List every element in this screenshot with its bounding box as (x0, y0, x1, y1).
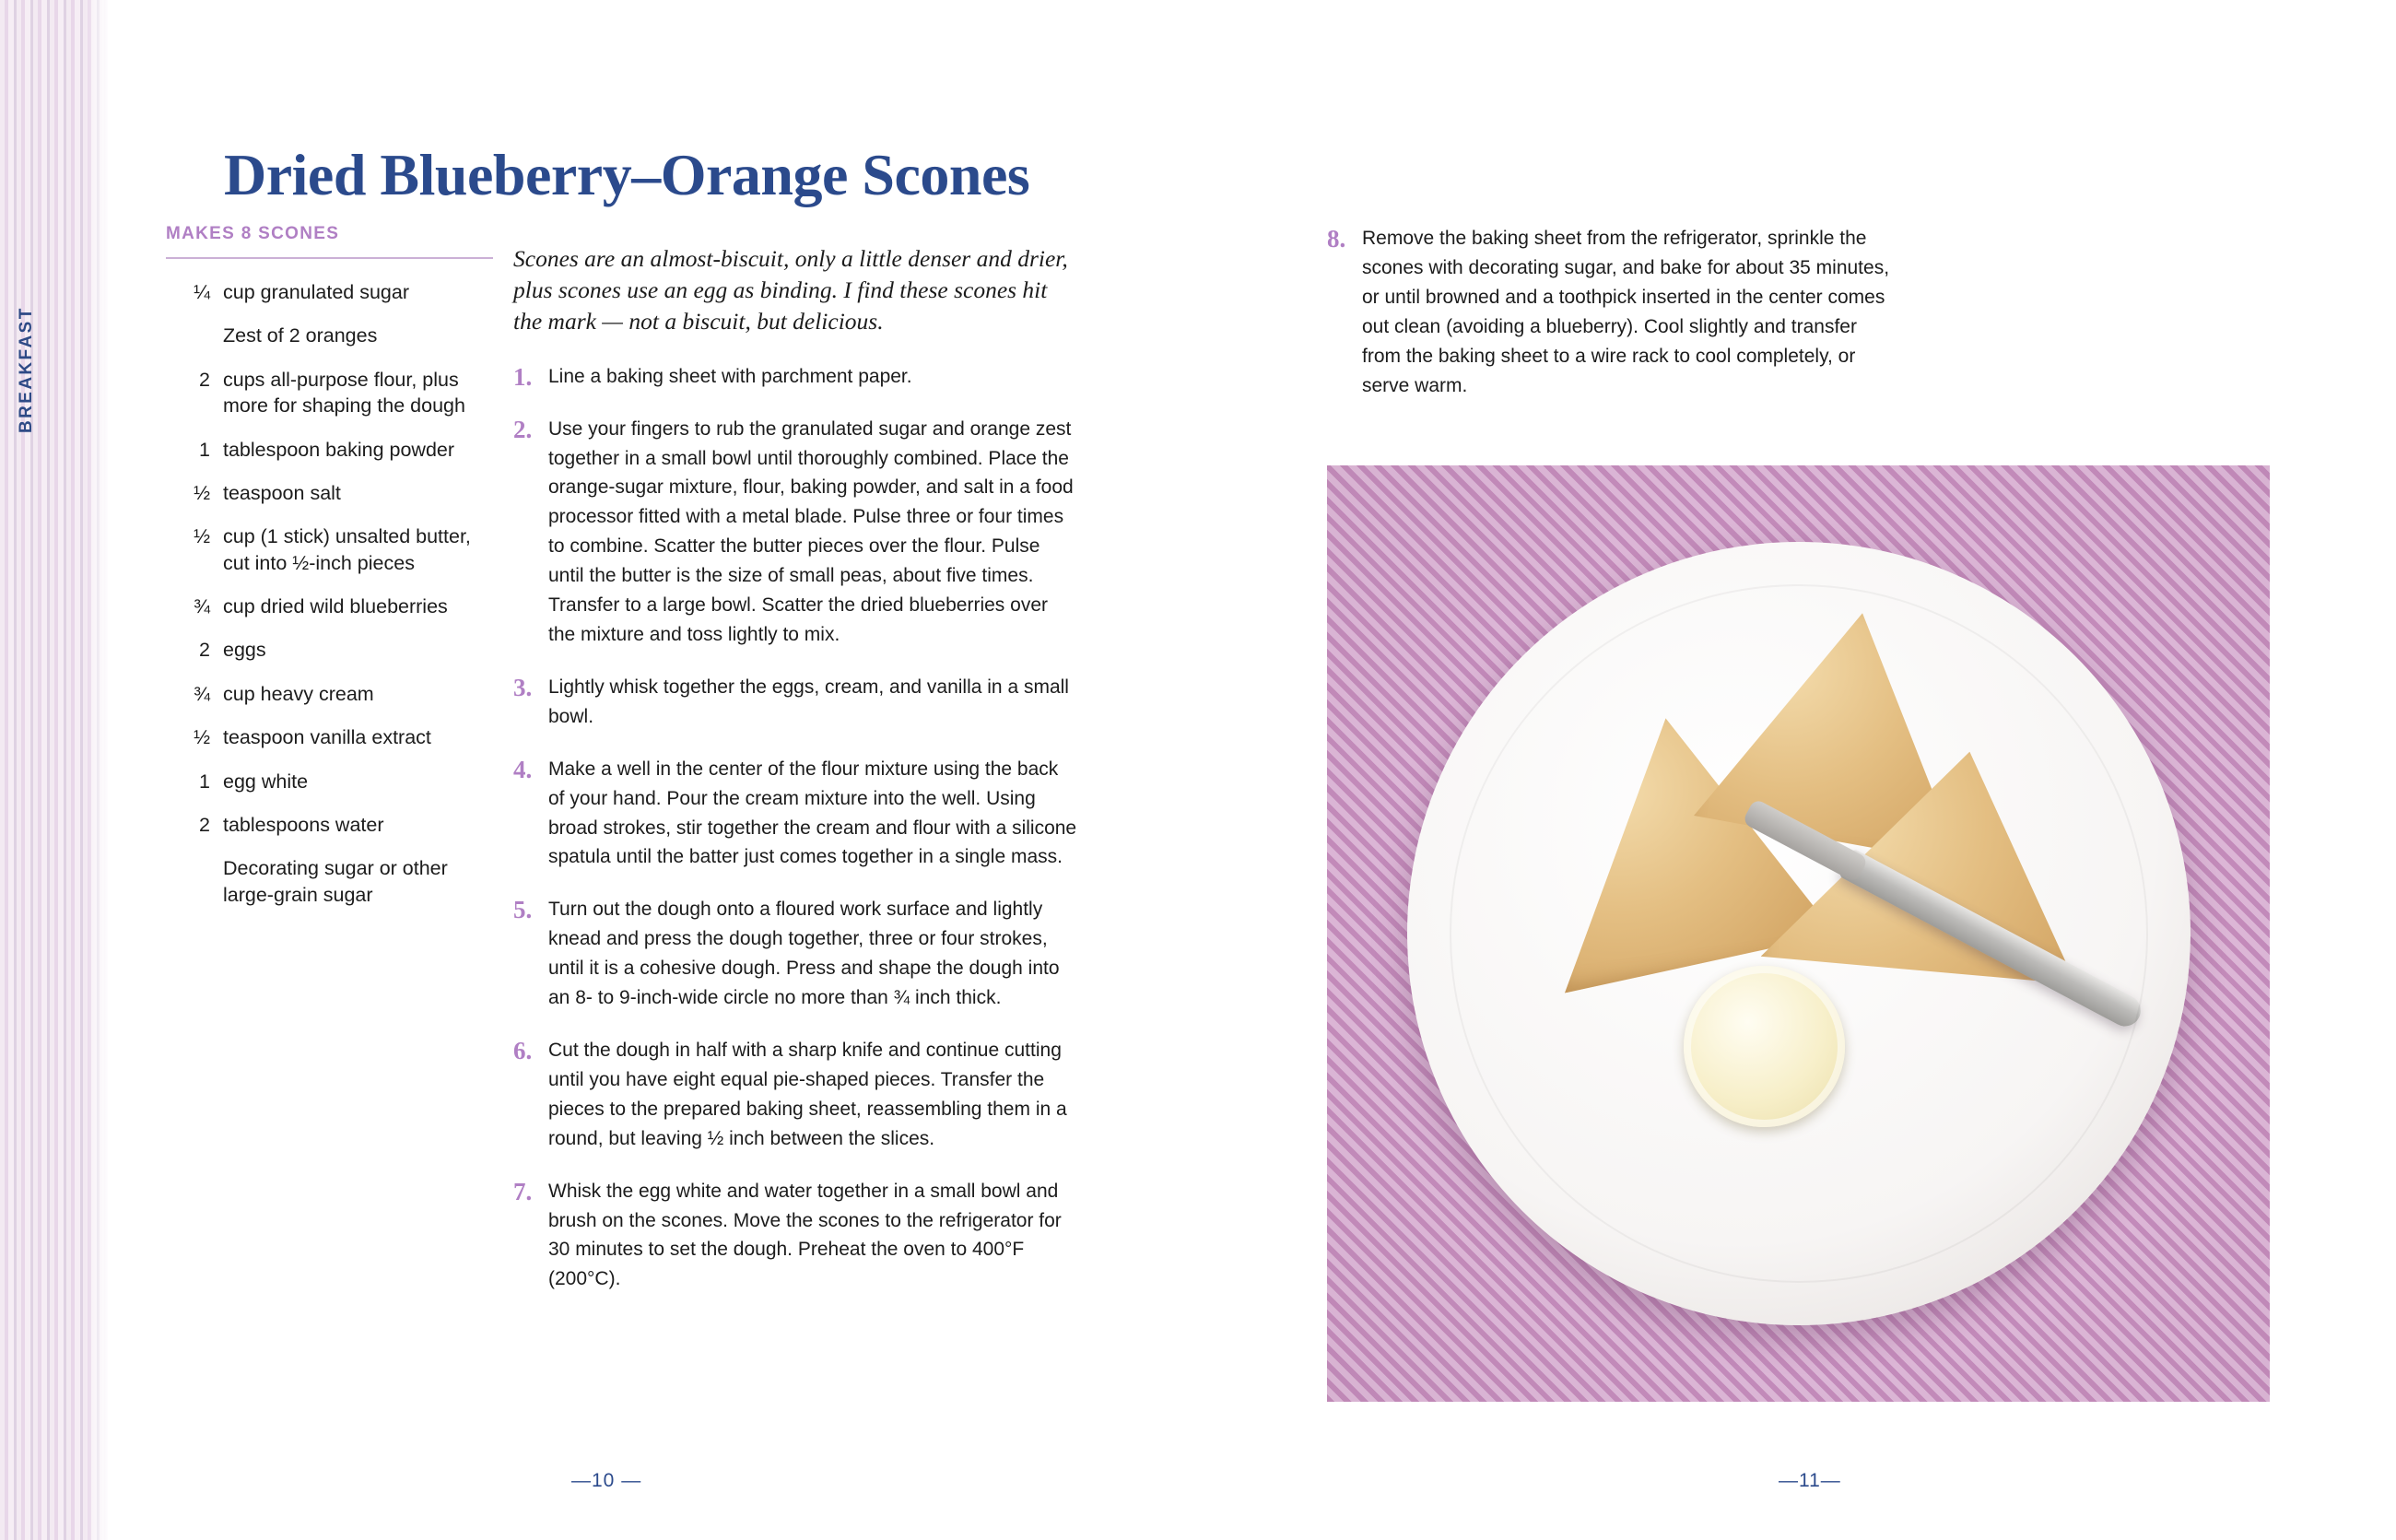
method-step (1327, 224, 1894, 400)
ingredient-item (166, 812, 493, 838)
ingredient-quantity: 2 (199, 813, 210, 836)
decorative-edge-stripe (0, 0, 109, 1540)
ingredient-quantity: ½ (194, 481, 210, 504)
step-text: Use your fingers to rub the granulated sugar and orange zest together in a small bowl until thoroughly combined. Place the orange-sugar mixture, flour, baking powder, and salt in a food processor fitted with a metal blade. Pulse three or four times to combine. Scatter the butter pieces over the flour. Pulse until the butter is the size of small peas, about five times. Transfer to a large bowl. Scatter the dried blueberries over the mixture and toss lightly to mix. (548, 417, 1074, 646)
ingredient-quantity: 1 (199, 770, 210, 793)
method-step (513, 1036, 1078, 1154)
step-text: Remove the baking sheet from the refrigerator, sprinkle the scones with decorating sugar, and bake for about 35 minutes, or until browned and a toothpick inserted in the center comes out clean (avoiding a blueberry). Cool slightly and transfer from the baking sheet to a wire rack to cool completely, or serve warm. (1362, 228, 1890, 396)
step-number: 1. (513, 362, 533, 391)
step-number: 8. (1327, 225, 1346, 253)
ingredient-text: cup heavy cream (223, 682, 374, 705)
ingredient-text: eggs (223, 639, 266, 662)
ingredient-text: cups all-purpose flour, plus more for shaping the dough (223, 368, 465, 417)
step-text: Lightly whisk together the eggs, cream, and vanilla in a small bowl. (548, 676, 1069, 727)
method-column-right (1327, 224, 1894, 400)
ingredient-item (166, 279, 493, 305)
method-step (513, 415, 1078, 650)
ingredient-quantity: ½ (194, 525, 210, 548)
butter-cup-illustration (1684, 966, 1845, 1127)
ingredient-quantity (166, 323, 223, 348)
ingredient-item (166, 769, 493, 794)
ingredient-quantity: ¼ (194, 281, 210, 303)
page-number-right: —11— (1779, 1470, 1841, 1491)
scone-illustration (1685, 597, 1986, 874)
method-step (513, 673, 1078, 732)
step-number: 3. (513, 673, 533, 701)
ingredient-item (166, 637, 493, 663)
ingredient-quantity: 2 (199, 639, 210, 662)
section-tab-breakfast: BREAKFAST (17, 306, 36, 433)
method-step (513, 755, 1078, 873)
ingredient-item (166, 323, 493, 348)
ingredient-item (166, 594, 493, 619)
step-number: 6. (513, 1036, 533, 1064)
step-text: Line a baking sheet with parchment paper. (548, 365, 912, 387)
ingredient-item (166, 480, 493, 506)
scone-illustration (1528, 699, 1838, 993)
ingredient-text: tablespoons water (223, 813, 384, 836)
step-text: Make a well in the center of the flour mixture using the back of your hand. Pour the cream mixture into the well. Using broad strokes, stir together the cream and flour with a silicone spatula until the batter just comes together in a single mass. (548, 758, 1077, 868)
page-title: Dried Blueberry–Orange Scones (224, 141, 1030, 207)
page-number-left: —10 — (571, 1470, 642, 1491)
step-number: 7. (513, 1177, 533, 1205)
yield-label: MAKES 8 SCONES (166, 224, 493, 259)
ingredient-quantity: ¾ (194, 595, 210, 617)
method-step (513, 895, 1078, 1013)
ingredient-quantity: 1 (199, 438, 210, 461)
butter-knife-illustration (1838, 848, 2146, 1031)
ingredients-panel (166, 224, 493, 925)
ingredient-text: cup granulated sugar (223, 281, 410, 303)
ingredient-item (166, 367, 493, 419)
step-text: Whisk the egg white and water together in a small bowl and brush on the scones. Move the scones to the refrigerator for 30 minutes to set the dough. Preheat the oven to 400°F (200°C). (548, 1180, 1062, 1290)
step-number: 4. (513, 755, 533, 783)
step-number: 5. (513, 896, 533, 924)
ingredient-text: egg white (223, 770, 309, 793)
ingredient-item (166, 724, 493, 750)
step-text: Cut the dough in half with a sharp knife and continue cutting until you have eight equal pie-shaped pieces. Transfer the pieces to the prepared baking sheet, reassembling them in a round, but leaving ½ inch between the slices. (548, 1039, 1067, 1149)
step-text: Turn out the dough onto a floured work surface and lightly knead and press the dough together, three or four strokes, until it is a cohesive dough. Press and shape the dough into an 8- to 9-inch-wide circle no more than ¾ inch thick. (548, 899, 1060, 1009)
headnote: Scones are an almost-biscuit, only a little denser and drier, plus scones use an egg as binding. I find these scones hit the mark — not a biscuit, but delicious. (513, 244, 1068, 335)
ingredient-item (166, 523, 493, 576)
ingredient-quantity: ¾ (194, 682, 210, 705)
ingredient-text: Zest of 2 oranges (223, 324, 378, 347)
recipe-photo (1327, 465, 2270, 1402)
ingredient-quantity: ½ (194, 726, 210, 749)
ingredient-text: Decorating sugar or other large-grain sugar (223, 857, 448, 906)
ingredient-text: teaspoon vanilla extract (223, 726, 431, 749)
method-step (513, 1177, 1078, 1295)
method-step (513, 362, 1078, 392)
ingredient-quantity (166, 855, 223, 908)
step-number: 2. (513, 415, 533, 443)
ingredient-text: cup (1 stick) unsalted butter, cut into ½-inch pieces (223, 525, 471, 574)
ingredient-text: teaspoon salt (223, 481, 341, 504)
method-column-left (513, 219, 1078, 1317)
scone-illustration (1750, 741, 2077, 1033)
ingredient-item (166, 855, 493, 908)
ingredient-item (166, 437, 493, 463)
ingredient-item (166, 681, 493, 707)
ingredient-quantity: 2 (199, 368, 210, 391)
ingredient-text: cup dried wild blueberries (223, 595, 448, 617)
ingredient-text: tablespoon baking powder (223, 438, 455, 461)
plate-illustration (1407, 542, 2190, 1325)
